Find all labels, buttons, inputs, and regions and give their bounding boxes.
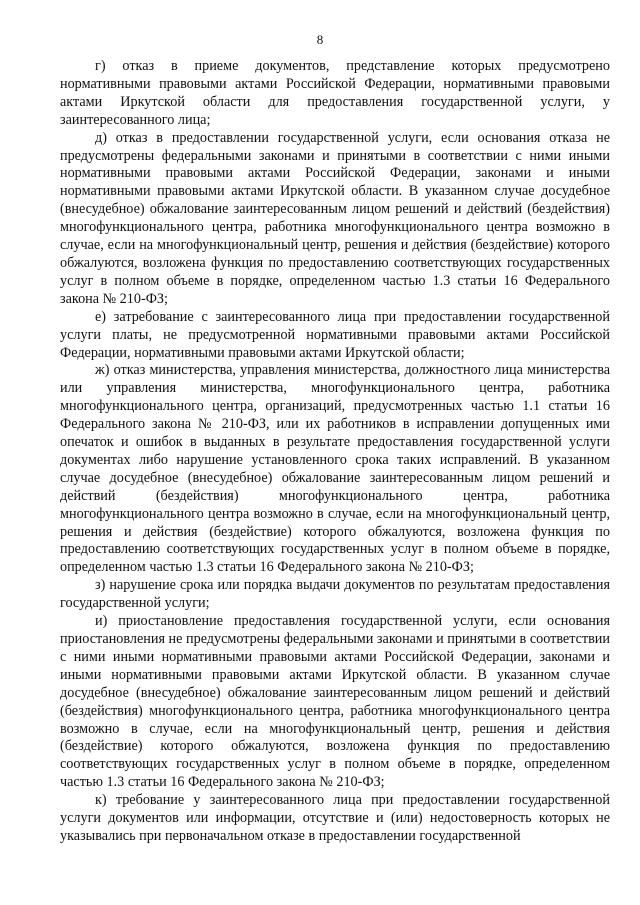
paragraph-d: д) отказ в предоставлении государственной услуги, если основания отказа не предусмотрены федеральными законами и принятыми в соответствии с ними иными нормативными правовыми актами Российской Федерации, законами и иными нормативными правовыми актами Иркутской области. В указанном случае досудебное (внесудебное) обжалование заинтересованным лицом решений и действий (бездействия) многофункционального центра, работника многофункционального центра возможно в случае, если на многофункциональный центр, решения и действия (бездействие) которого обжалуются, возложена функция по предоставлению соответствующих государственных услуг в полном объеме в порядке, определенном частью 1.3 статьи 16 Федерального закона № 210-ФЗ; (60, 129, 610, 307)
paragraph-g: г) отказ в приеме документов, представление которых предусмотрено нормативными правовыми актами Российской Федерации, нормативными правовыми актами Иркутской области для предоставления государственной услуги, у заинтересованного лица; (60, 58, 610, 128)
paragraph-k: к) требование у заинтересованного лица при предоставлении государственной услуги документов или информации, отсутствие и (или) недостоверность которых не указывались при первоначальном отказе в предоставлении государственной (60, 792, 610, 844)
paragraph-i: и) приостановление предоставления государственной услуги, если основания приостановления не предусмотрены федеральными законами и принятыми в соответствии с ними иными нормативными правовыми актами Российской Федерации, законами и иными нормативными правовыми актами Иркутской области. В указанном случае досудебное (внесудебное) обжалование заинтересованным лицом решений и действий (бездействия) многофункционального центра, работника многофункционального центра возможно в случае, если на многофункциональный центр, решения и действия (бездействие) которого обжалуются, возложена функция по предоставлению соответствующих государственных услуг в полном объеме в порядке, определенном частью 1.3 статьи 16 Федерального закона № 210-ФЗ; (60, 613, 610, 791)
paragraph-e: е) затребование с заинтересованного лица при предоставлении государственной услуги платы, не предусмотренной нормативными правовыми актами Российской Федерации, нормативными правовыми актами Иркутской области; (60, 308, 610, 361)
paragraph-z: з) нарушение срока или порядка выдачи документов по результатам предоставления государственной услуги; (60, 577, 610, 612)
document-body (60, 58, 610, 846)
paragraph-zh: ж) отказ министерства, управления министерства, должностного лица министерства или управления министерства, многофункционального центра, работника многофункционального центра, организаций, предусмотренных частью 1.1 статьи 16 Федерального закона № 210-ФЗ, или их работников в исправлении допущенных ими опечаток и ошибок в выданных в результате предоставления государственной услуги документах либо нарушение установленного срока таких исправлений. В указанном случае досудебное (внесудебное) обжалование заинтересованным лицом решений и действий (бездействия) многофункционального центра, работника многофункционального центра возможно в случае, если на многофункциональный центр, решения и действия (бездействие) которого обжалуются, возложена функция по предоставлению соответствующих государственных услуг в полном объеме в порядке, определенном частью 1.3 статьи 16 Федерального закона № 210-ФЗ; (60, 362, 610, 576)
page-number: 8 (316, 32, 324, 47)
